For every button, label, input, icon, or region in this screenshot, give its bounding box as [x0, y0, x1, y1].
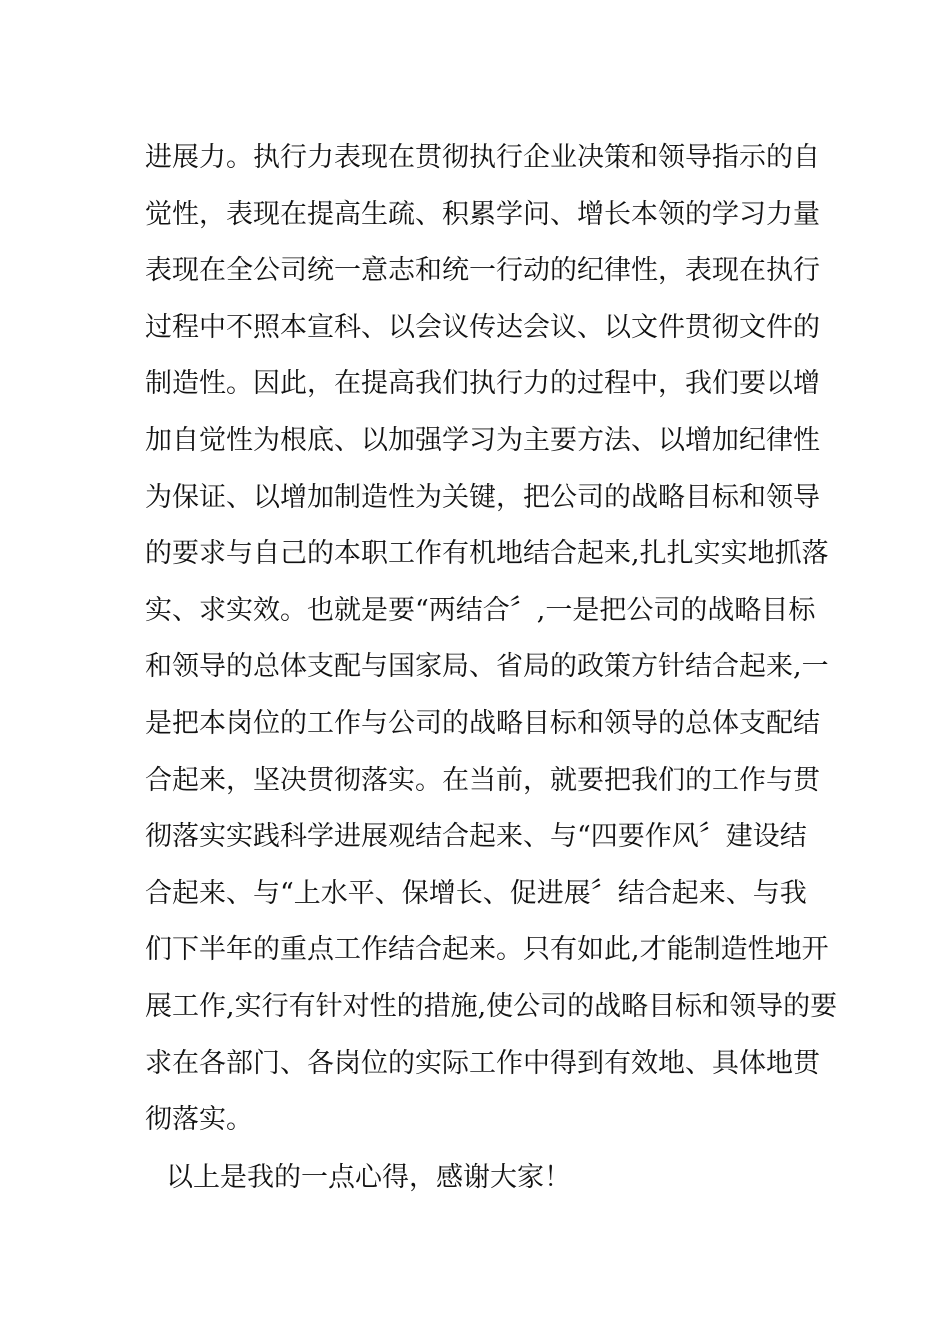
body-paragraph	[145, 130, 838, 1149]
text-line: 表现在全公司统一意志和统一行动的纪律性，表现在执行	[145, 255, 820, 287]
text-line: 觉性，表现在提高生疏、积累学问、增长本领的学习力量	[145, 198, 820, 230]
closing-remark: 以上是我的一点心得，感谢大家！	[166, 1162, 571, 1193]
text-line: 加自觉性为根底、以加强学习为主要方法、以增加纪律性	[145, 424, 820, 456]
text-line: 合起来，坚决贯彻落实。在当前，就要把我们的工作与贯	[145, 764, 820, 796]
text-line: 为保证、以增加制造性为关键，把公司的战略目标和领导	[145, 481, 820, 513]
text-line: 制造性。因此，在提高我们执行力的过程中，我们要以增	[145, 368, 820, 400]
text-line: 过程中不照本宣科、以会议传达会议、以文件贯彻文件的	[145, 311, 820, 343]
text-line: 彻落实实践科学进展观结合起来、与“四要作风〞建设结	[145, 821, 807, 853]
text-line: 合起来、与“上水平、保增长、促进展〞结合起来、与我	[145, 877, 807, 909]
text-line: 彻落实。	[145, 1104, 253, 1136]
text-line: 求在各部门、各岗位的实际工作中得到有效地、具体地贯	[145, 1047, 820, 1079]
text-line: 的要求与自己的本职工作有机地结合起来,扎扎实实地抓落	[145, 538, 829, 570]
text-line: 展工作,实行有针对性的措施,使公司的战略目标和领导的要	[145, 990, 838, 1022]
text-line: 进展力。执行力表现在贯彻执行企业决策和领导指示的自	[145, 142, 820, 173]
text-line: 们下半年的重点工作结合起来。只有如此,才能制造性地开	[145, 934, 829, 966]
text-line: 是把本岗位的工作与公司的战略目标和领导的总体支配结	[145, 707, 820, 739]
text-line: 和领导的总体支配与国家局、省局的政策方针结合起来,一	[145, 651, 829, 683]
text-line: 实、求实效。也就是要“两结合〞,一是把公司的战略目标	[145, 594, 816, 626]
